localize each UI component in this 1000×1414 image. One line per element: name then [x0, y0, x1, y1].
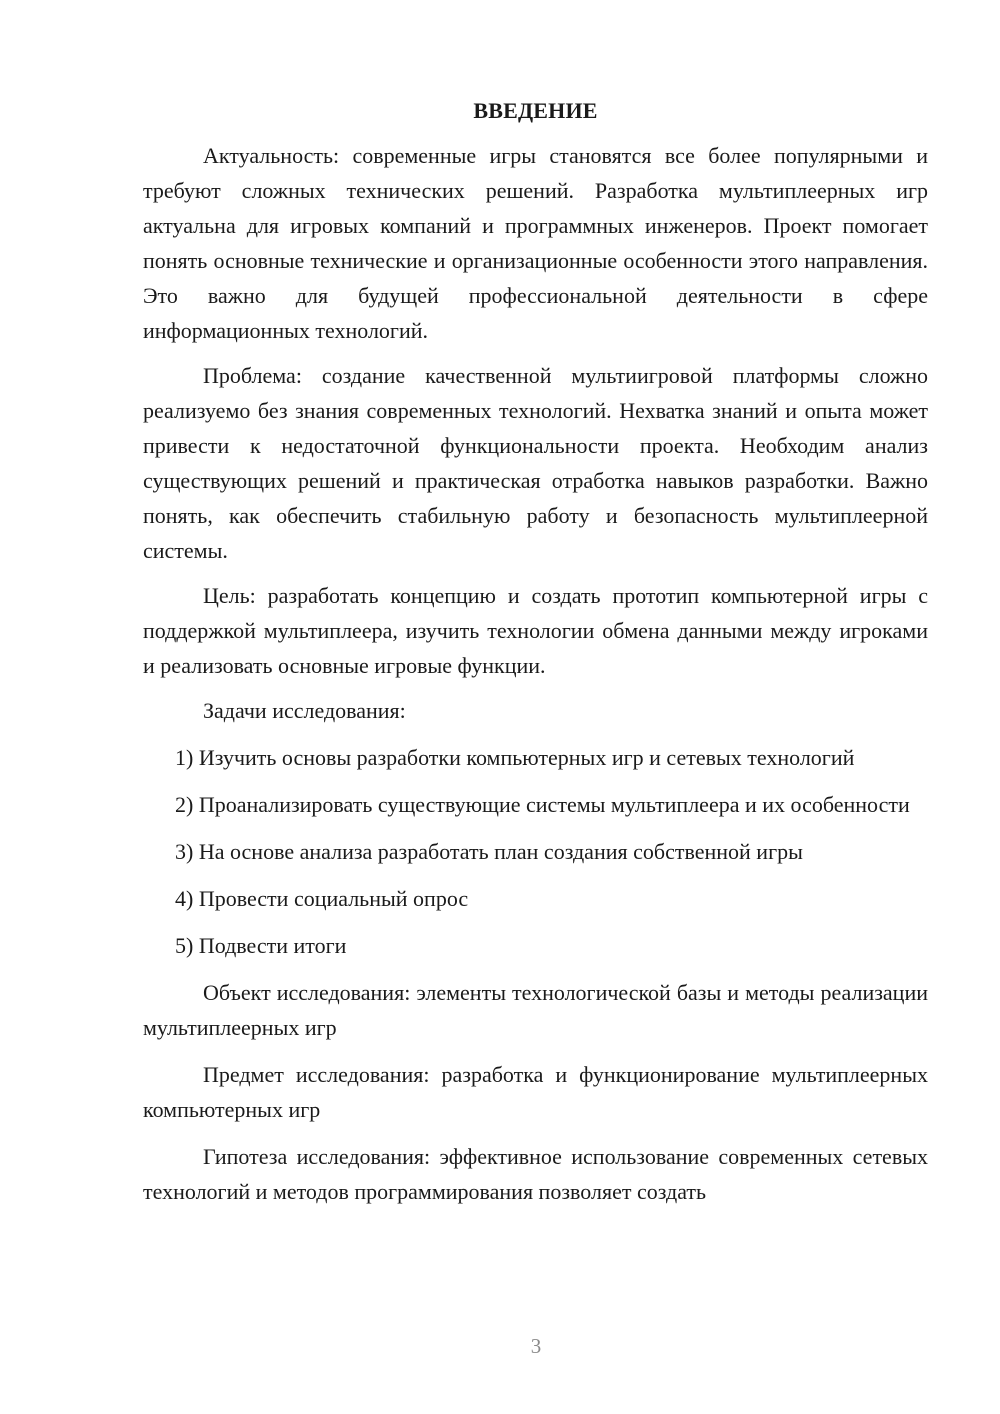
list-item: 4) Провести социальный опрос	[175, 886, 469, 911]
paragraph-problem: Проблема: создание качественной мультиигровой платформы сложно реализуемо без знания современных технологий. Нехватка знаний и опыта может привести к недостаточной функциональности проекта. Необходим анализ существующих решений и практическая отработка навыков разработки. Важно понять, как обеспечить стабильную работу и безопасность мультиплеерной системы.	[143, 363, 928, 563]
tasks-heading: Задачи исследования:	[203, 698, 406, 723]
page-title: ВВЕДЕНИЕ	[473, 98, 598, 123]
list-item: 2) Проанализировать существующие системы мультиплеера и их особенности	[175, 792, 910, 817]
document-body	[143, 93, 928, 1209]
paragraph-subject: Предмет исследования: разработка и функционирование мультиплеерных компьютерных игр	[143, 1062, 928, 1122]
paragraph-hypothesis: Гипотеза исследования: эффективное использование современных сетевых технологий и методов программирования позволяет создать	[143, 1144, 928, 1204]
paragraph-relevance: Актуальность: современные игры становятся все более популярными и требуют сложных технических решений. Разработка мультиплеерных игр актуальна для игровых компаний и программных инженеров. Проект помогает понять основные технические и организационные особенности этого направления. Это важно для будущей профессиональной деятельности в сфере информационных технологий.	[143, 143, 928, 343]
list-item: 3) На основе анализа разработать план создания собственной игры	[175, 839, 803, 864]
paragraph-object: Объект исследования: элементы технологической базы и методы реализации мультиплеерных игр	[143, 980, 928, 1040]
page-number: 3	[530, 1334, 542, 1358]
list-item: 1) Изучить основы разработки компьютерных игр и сетевых технологий	[175, 745, 855, 770]
list-item: 5) Подвести итоги	[175, 933, 347, 958]
paragraph-goal: Цель: разработать концепцию и создать прототип компьютерной игры с поддержкой мультиплеера, изучить технологии обмена данными между игроками и реализовать основные игровые функции.	[143, 583, 928, 678]
